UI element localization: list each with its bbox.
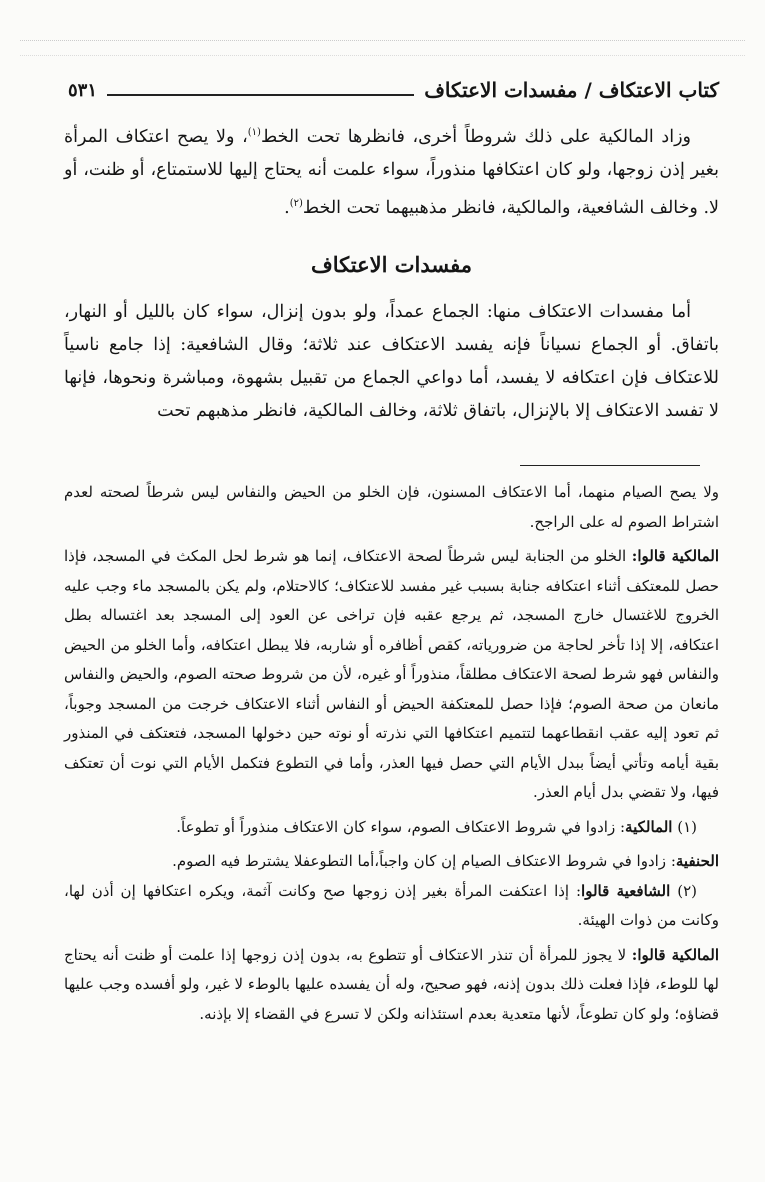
footnote-maliki-b	[64, 941, 719, 1030]
maliki-a-lead: المالكية قالوا:	[631, 547, 719, 565]
hanafi-lead: الحنفية	[675, 852, 719, 870]
maliki-a-text: الخلو من الجنابة ليس شرطاً لصحة الاعتكاف، إنما هو شرط لحل المكث في المسجد، فإذا حصل للمعتكف أثناء اعتكافه جنابة بسبب غير مفسد للاعتكاف؛ كالاحتلام، ولم يكن بالمسجد ماء وجب عليه الخروج للاغتسال خارج المسجد، ثم يرجع عقبه فإن تراخى عن العود إلى المسجد بعد اغتساله بطل اعتكافه، إلا إذا تأخر لحاجة من ضرورياته، كقص أظافره أو شاربه، فلا يبطل اعتكافه، وأما الخلو من الحيض والنفاس فهو شرط لصحة الاعتكاف مطلقاً، منذوراً أو غيره، لأن من شروط صحته الصوم، والحيض والنفاس مانعان من صحة الصوم؛ فإذا حصل للمعتكفة الحيض أو النفاس أثناء الاعتكاف خرجت من المسجد وجوباً، ثم تعود إليه عقب انقطاعهما لتتميم اعتكافها التي نذرته أو نوته حين دخولها المسجد، فتعتكف في المنذور بقية أيامه وتأتي أيضاً ببدل الأيام التي حصل فيها العذر، وأما في التطوع فتكمل الأيام التي نوت أن تعتكف فيها، ولا تقضي بدل أيام العذر.	[64, 547, 719, 801]
scan-artifact	[20, 40, 745, 56]
footnote-1-text: : زادوا في شروط الاعتكاف الصوم، سواء كان الاعتكاف منذوراً أو تطوعاً.	[176, 817, 626, 836]
footnote-1-number: (١)	[677, 817, 697, 836]
footnote-continuation: ولا يصح الصيام منهما، أما الاعتكاف المسنون، فإن الخلو من الحيض والنفاس ليس شرطاً لصحته لعدم اشتراط الصوم له على الراجح.	[64, 483, 719, 531]
header-rule	[107, 94, 414, 96]
footnote-1	[64, 813, 719, 843]
main-text-bottom	[64, 296, 719, 428]
running-header	[68, 73, 719, 107]
section-heading: مفسدات الاعتكاف	[311, 252, 472, 277]
footnotes	[64, 478, 719, 1029]
footnote-2-number: (٢)	[677, 881, 697, 900]
footnote-maliki-a	[64, 542, 719, 808]
paragraph-conditions	[64, 116, 719, 225]
footnote-ref-1: (١)	[247, 127, 261, 138]
footnote-1-lead: المالكية	[625, 817, 673, 836]
paragraph-invalidators: أما مفسدات الاعتكاف منها: الجماع عمداً، ولو بدون إنزال، سواء كان بالليل أو النهار، باتفاق. أو الجماع نسياناً فإنه يفسد الاعتكاف عند ثلاثة؛ وقال الشافعية: إذا جامع ناسياً للاعتكاف فإن اعتكافه لا يفسد، أما دواعي الجماع من تقبيل بشهوة، ومباشرة ونحوها، فإنها لا تفسد الاعتكاف إلا بالإنزال، باتفاق ثلاثة، وخالف المالكية، فانظر مذهبهم تحت	[64, 302, 719, 421]
running-title: كتاب الاعتكاف / مفسدات الاعتكاف	[424, 78, 719, 102]
footnote-ref-2: (٢)	[289, 197, 303, 209]
footnote-2-text: : إذا اعتكفت المرأة بغير إذن زوجها صح وكانت آثمة، ويكره اعتكافها إن أذن لها، وكانت من ذوات الهيئة.	[64, 881, 719, 929]
footnote-2-lead: الشافعية قالوا	[581, 881, 671, 900]
footnote-hanafi	[64, 847, 719, 877]
maliki-b-lead: المالكية قالوا:	[631, 945, 720, 964]
footnote-2	[64, 877, 719, 936]
para1-part-c: .	[284, 197, 290, 218]
main-text-top	[64, 116, 719, 225]
footnote-separator	[520, 465, 700, 466]
maliki-b-text: لا يجوز للمرأة أن تنذر الاعتكاف أو تتطوع به، بدون إذن زوجها إذا علمت أو ظنت أنه يحتاج لها للوطء، فإذا فعلت ذلك بدون إذنه، فهو صحيح، وله أن يفسده عليها بالوطء لا غير، ولو أفسده وجب عليها قضاؤه؛ ولو كان تطوعاً، لأنها متعدية بعدم استئذانه ولكن لا تسرع في القضاء إلا بإذنه.	[64, 945, 719, 1023]
hanafi-text: : زادوا في شروط الاعتكاف الصيام إن كان واجباً،أما التطوعفلا يشترط فيه الصوم.	[172, 852, 676, 870]
para1-part-b: ، ولا يصح اعتكاف المرأة بغير إذن زوجها، ولو كان اعتكافها منذوراً، سواء علمت أنه يحتاج إليها للاستمتاع، أو ظنت، أو لا. وخالف الشافعية، والمالكية، فانظر مذهبيهما تحت الخط	[64, 126, 719, 218]
page-number: ٥٣١	[68, 79, 98, 101]
para1-part-a: وزاد المالكية على ذلك شروطاً أخرى، فانظرها تحت الخط	[260, 126, 691, 147]
